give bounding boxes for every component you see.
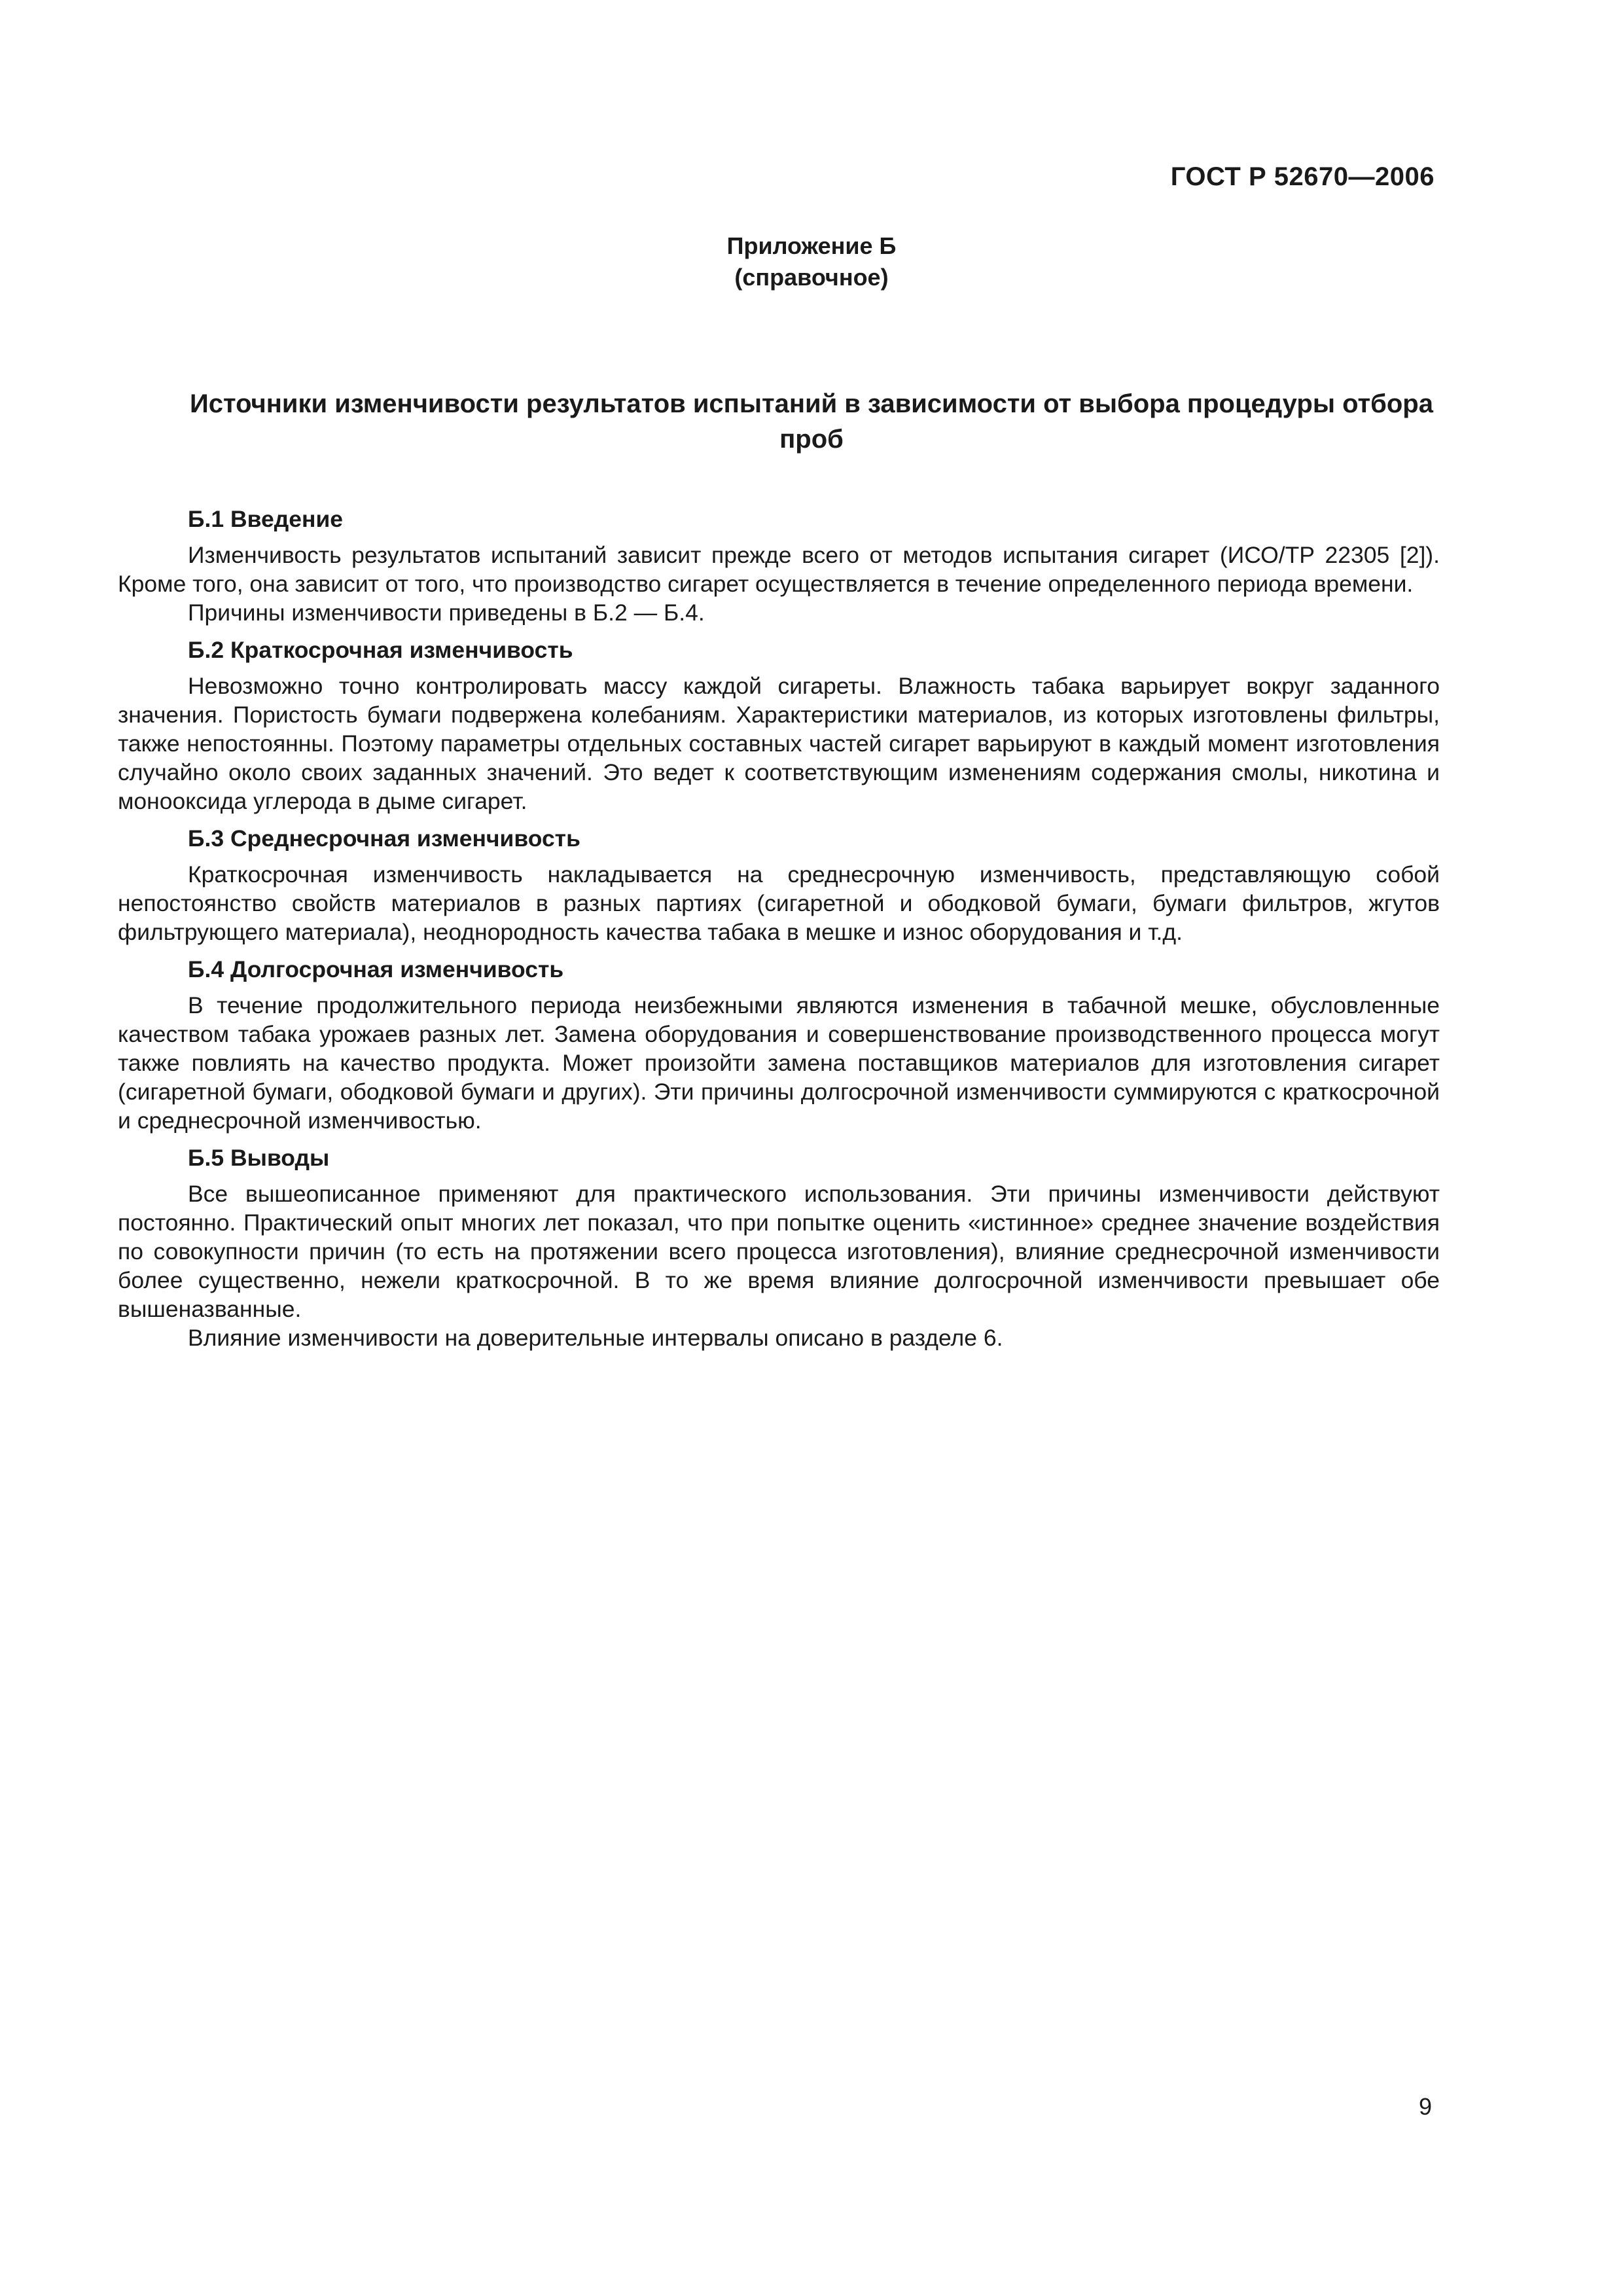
paragraph: Все вышеописанное применяют для практического использования. Эти причины изменчивости действуют постоянно. Практический опыт многих лет показал, что при попытке оценить «истинное» среднее значение воздействия по совокупности причин (то есть на протяжении всего процесса изготовления), влияние среднесрочной изменчивости более существенно, нежели краткосрочной. В то же время влияние долгосрочной изменчивости превышает обе вышеназванные. xyxy=(118,1181,1440,1322)
paragraph: Изменчивость результатов испытаний зависит прежде всего от методов испытания сигарет (ИСО/ТР 22305 [2]). Кроме того, она зависит от того, что производство сигарет осуществляется в течение определенного периода времени. xyxy=(118,542,1440,597)
main-title: Источники изменчивости результатов испытаний в зависимости от выбора процедуры отбора проб xyxy=(190,389,1433,454)
section-heading: Б.4 Долгосрочная изменчивость xyxy=(188,956,564,982)
document-body xyxy=(118,504,1440,1360)
section-heading: Б.3 Среднесрочная изменчивость xyxy=(188,825,580,852)
appendix-header xyxy=(0,230,1623,293)
page-number: 9 xyxy=(1418,2093,1432,2120)
paragraph: Причины изменчивости приведены в Б.2 — Б.4. xyxy=(188,600,705,626)
section-conclusions xyxy=(118,1143,1440,1352)
paragraph: Невозможно точно контролировать массу каждой сигареты. Влажность табака варьирует вокруг заданного значения. Пористость бумаги подвержена колебаниям. Характеристики материалов, из которых изготовлены фильтры, также непостоянны. Поэтому параметры отдельных составных частей сигарет варьируют в каждый момент изготовления случайно около своих заданных значений. Это ведет к соответствующим изменениям содержания смолы, никотина и монооксида углерода в дыме сигарет. xyxy=(118,673,1440,814)
section-heading: Б.2 Краткосрочная изменчивость xyxy=(188,637,573,663)
section-mid-term xyxy=(118,823,1440,946)
paragraph: Краткосрочная изменчивость накладывается на среднесрочную изменчивость, представляющую собой непостоянство свойств материалов в разных партиях (сигаретной и ободковой бумаги, бумаги фильтров, жгутов фильтрующего материала), неоднородность качества табака в мешке и износ оборудования и т.д. xyxy=(118,861,1440,945)
appendix-subtitle: (справочное) xyxy=(734,264,889,291)
paragraph: Влияние изменчивости на доверительные интервалы описано в разделе 6. xyxy=(188,1325,1003,1351)
section-heading: Б.1 Введение xyxy=(188,506,344,532)
paragraph: В течение продолжительного периода неизбежными являются изменения в табачной мешке, обусловленные качеством табака урожаев разных лет. Замена оборудования и совершенствование производственного процесса могут также повлиять на качество продукта. Может произойти замена поставщиков материалов для изготовления сигарет (сигаретной бумаги, ободковой бумаги и других). Эти причины долгосрочной изменчивости суммируются с краткосрочной и среднесрочной изменчивостью. xyxy=(118,992,1440,1134)
section-long-term xyxy=(118,954,1440,1135)
appendix-title: Приложение Б xyxy=(726,232,897,259)
document-code: ГОСТ Р 52670—2006 xyxy=(1170,162,1435,191)
section-heading: Б.5 Выводы xyxy=(188,1145,330,1171)
section-short-term xyxy=(118,635,1440,816)
section-introduction xyxy=(118,504,1440,627)
